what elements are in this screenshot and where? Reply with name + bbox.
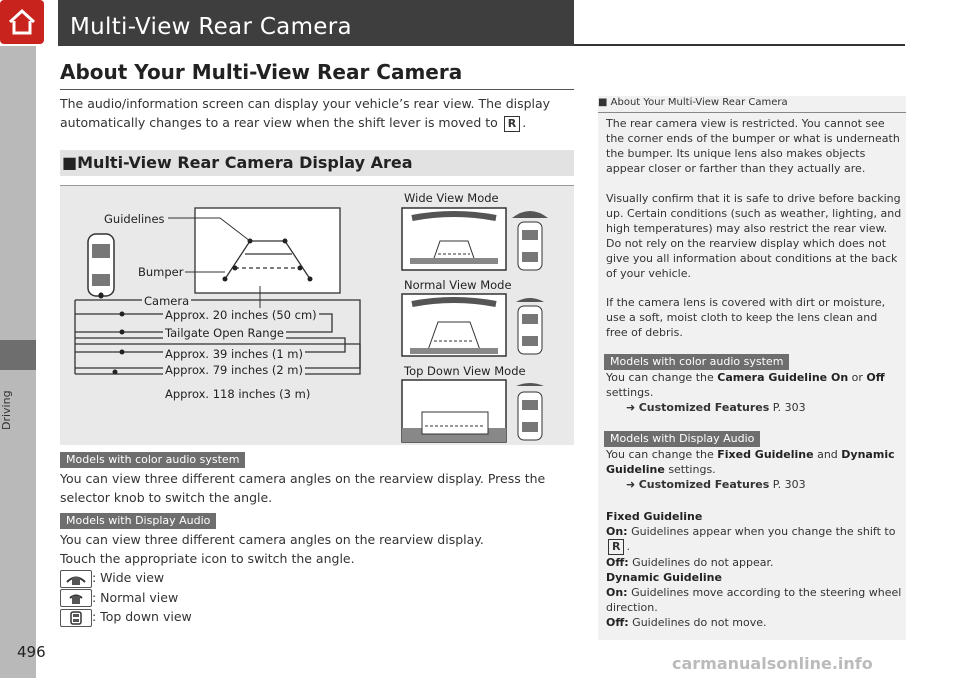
- label-39-inches: Approx. 39 inches (1 m): [165, 347, 303, 361]
- label-normal-view-mode: Normal View Mode: [404, 278, 512, 292]
- note-fixed-guideline: [606, 509, 902, 630]
- xref-customized-features-1[interactable]: [626, 401, 806, 414]
- top-down-view-icon[interactable]: [60, 609, 92, 627]
- dynamic-off-text: Guidelines do not move.: [632, 616, 767, 629]
- view-label-wide: : Wide view: [92, 570, 165, 585]
- xref-arrow-icon: ➜: [626, 401, 636, 414]
- display-audio-paragraph: [60, 530, 574, 627]
- dynamic-off-label: Off:: [606, 616, 629, 629]
- label-wide-view-mode: Wide View Mode: [404, 191, 499, 205]
- note-c1a: You can change the: [606, 371, 714, 384]
- xref-label-2: Customized Features: [638, 478, 770, 491]
- note-p2: Visually confirm that it is safe to drive before backing up. Certain conditions (such as weather, lighting, and high temperatures) may also restrict the rear view. Do not rely on the rearview display which does not give you all information about conditions at the back of your vehicle.: [606, 192, 902, 280]
- note-c1d: Off: [866, 371, 885, 384]
- label-tailgate-range: Tailgate Open Range: [165, 326, 284, 340]
- intro-line-1: The audio/information screen can display your vehicle’s rear view. The display: [60, 96, 551, 111]
- wide-view-screen: [402, 208, 506, 270]
- fixed-guideline-title: Fixed Guideline: [606, 510, 703, 523]
- normal-view-icon[interactable]: [60, 589, 92, 607]
- subsection-title: [62, 153, 413, 172]
- r-key-icon: R: [608, 539, 624, 555]
- view-item-wide: [60, 568, 574, 588]
- label-guidelines: Guidelines: [104, 212, 165, 226]
- fixed-on-text: Guidelines appear when you change the shift to: [631, 525, 896, 538]
- badge-color-audio: Models with color audio system: [60, 452, 245, 468]
- note-c2c: and: [817, 448, 838, 461]
- home-icon: [7, 7, 37, 37]
- intro-line-2: automatically changes to a rear view when the shift lever is moved to: [60, 115, 498, 130]
- xref-page-1: P. 303: [772, 401, 806, 414]
- top-down-view-screen: [402, 380, 506, 442]
- label-camera: Camera: [144, 294, 190, 308]
- note-p3: If the camera lens is covered with dirt or moisture, use a soft, moist cloth to keep the lens clean and free of debris.: [606, 296, 886, 339]
- watermark-footer: carmanualsonline.info: [672, 654, 873, 673]
- wide-view-car-icon: [512, 211, 548, 270]
- xref-label-1: Customized Features: [638, 401, 770, 414]
- color-audio-line-2: selector knob to switch the angle.: [60, 490, 273, 505]
- dynamic-on-text: Guidelines move according to the steering wheel direction.: [606, 586, 902, 614]
- note-heading-text: About Your Multi-View Rear Camera: [610, 97, 788, 108]
- view-label-top-down: : Top down view: [92, 609, 192, 624]
- color-audio-line-1: You can view three different camera angles on the rearview display. Press the: [60, 471, 546, 486]
- note-heading: [598, 97, 788, 108]
- heading-rule: [60, 89, 574, 90]
- home-button[interactable]: [0, 0, 44, 44]
- dynamic-on-label: On:: [606, 586, 628, 599]
- note-c2b: Fixed Guideline: [717, 448, 814, 461]
- note-c1c: or: [851, 371, 863, 384]
- note-badge-display-audio: Models with Display Audio: [604, 431, 760, 447]
- square-bullet-icon: ■: [62, 153, 78, 172]
- page-number: 496: [17, 643, 46, 661]
- note-c2a: You can change the: [606, 448, 714, 461]
- label-top-down-view-mode: Top Down View Mode: [404, 364, 526, 378]
- chapter-label: Driving: [0, 390, 13, 430]
- r-key-icon: R: [504, 116, 520, 132]
- display-audio-line-2: Touch the appropriate icon to switch the angle.: [60, 551, 355, 566]
- note-rule: [598, 112, 906, 113]
- dynamic-guideline-title: Dynamic Guideline: [606, 571, 722, 584]
- label-118-inches: Approx. 118 inches (3 m): [165, 387, 311, 401]
- notes-sidebar: [598, 96, 906, 640]
- view-item-top-down: [60, 607, 574, 627]
- display-audio-line-1: You can view three different camera angles on the rearview display.: [60, 532, 484, 547]
- note-marker-icon: ■: [598, 97, 608, 108]
- wide-view-icon[interactable]: [60, 570, 92, 588]
- top-down-view-car-icon: [516, 383, 544, 440]
- section-heading: About Your Multi-View Rear Camera: [60, 60, 463, 84]
- label-bumper: Bumper: [138, 265, 184, 279]
- note-display-audio: [606, 447, 902, 492]
- view-label-normal: : Normal view: [92, 589, 179, 605]
- subsection-title-text: Multi-View Rear Camera Display Area: [77, 153, 413, 172]
- xref-customized-features-2[interactable]: [626, 478, 806, 491]
- intro-paragraph: [60, 94, 574, 132]
- note-c2d: Dynamic Guideline: [606, 448, 895, 476]
- xref-arrow-icon: ➜: [626, 478, 636, 491]
- color-audio-paragraph: [60, 469, 574, 507]
- normal-view-screen: [402, 294, 506, 356]
- chapter-tab-driving[interactable]: [0, 340, 36, 370]
- note-p1: The rear camera view is restricted. You cannot see the corner ends of the bumper or what is underneath the bumper. Its unique lens also makes objects appear closer or farther than they actually are.: [606, 117, 900, 175]
- vehicle-icon: [88, 234, 114, 298]
- fixed-off-text: Guidelines do not appear.: [632, 556, 774, 569]
- fixed-on-dot: .: [626, 540, 630, 553]
- note-badge-color-audio: Models with color audio system: [604, 354, 789, 370]
- xref-page-2: P. 303: [772, 478, 806, 491]
- fixed-on-label: On:: [606, 525, 628, 538]
- label-79-inches: Approx. 79 inches (2 m): [165, 363, 303, 377]
- view-item-normal: [60, 588, 574, 608]
- page-title: Multi-View Rear Camera: [70, 14, 352, 40]
- note-color-audio: [606, 370, 902, 415]
- fixed-off-label: Off:: [606, 556, 629, 569]
- note-c1b: Camera Guideline On: [717, 371, 849, 384]
- label-20-inches: Approx. 20 inches (50 cm): [165, 308, 317, 322]
- badge-display-audio: Models with Display Audio: [60, 513, 216, 529]
- note-c2e: settings.: [668, 463, 716, 476]
- normal-view-car-icon: [516, 298, 544, 354]
- title-rule: [574, 44, 905, 46]
- note-c1e: settings.: [606, 386, 654, 399]
- camera-display-area-diagram: [60, 185, 574, 445]
- intro-tail: .: [522, 115, 527, 130]
